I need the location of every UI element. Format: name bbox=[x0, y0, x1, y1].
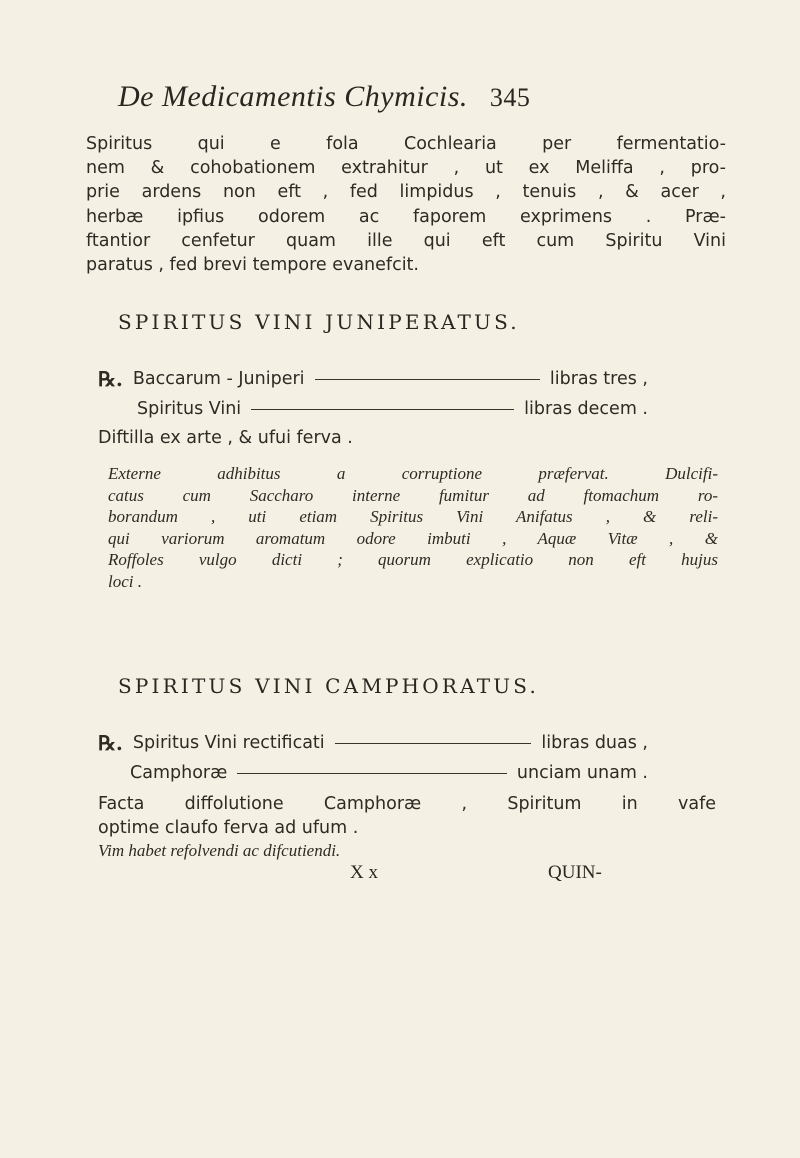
recipe-symbol: ℞. bbox=[98, 367, 123, 391]
recipe-line bbox=[98, 366, 648, 392]
camphoratus-note: Vim habet refolvendi ac difcutiendi. bbox=[98, 841, 341, 860]
ingredient-amount: unciam unam . bbox=[516, 763, 648, 783]
section-heading-juniperatus: SPIRITUS VINI JUNIPERATUS. bbox=[118, 310, 520, 334]
text-line: herbæ ipfius odorem ac faporem exprimens . Præ- bbox=[86, 206, 726, 227]
recipe-line bbox=[98, 730, 648, 756]
text-line: optime claufo ferva ad ufum . bbox=[98, 818, 359, 839]
ingredient-amount: libras duas , bbox=[541, 733, 648, 753]
text-line: borandum , uti etiam Spiritus Vini Anifatus , & reli- bbox=[108, 507, 718, 526]
dash-rule bbox=[237, 773, 507, 774]
dash-rule bbox=[335, 743, 532, 744]
signature-mark: X x bbox=[350, 862, 378, 883]
page-number: 345 bbox=[489, 83, 531, 112]
instruction-text: Diftilla ex arte , & ufui ferva . bbox=[98, 428, 353, 448]
dash-rule bbox=[315, 379, 540, 380]
text-line: paratus , fed brevi tempore evanefcit. bbox=[86, 255, 419, 276]
text-line: Externe adhibitus a corruptione præfervat. Dulcifi- bbox=[108, 464, 718, 483]
recipe-line bbox=[130, 760, 648, 786]
ingredient-name: Camphoræ bbox=[130, 763, 228, 783]
text-line: catus cum Saccharo interne fumitur ad ftomachum ro- bbox=[108, 485, 718, 505]
ingredient-amount: libras tres , bbox=[549, 369, 648, 389]
catchword: QUIN- bbox=[548, 862, 602, 883]
ingredient-name: Baccarum - Juniperi bbox=[132, 369, 305, 389]
text-line: loci . bbox=[108, 571, 142, 591]
recipe-symbol: ℞. bbox=[98, 731, 123, 755]
recipe-line bbox=[137, 396, 648, 422]
ingredient-name: Spiritus Vini rectificati bbox=[132, 733, 325, 753]
text-line: qui variorum aromatum odore imbuti , Aquæ Vitæ , & bbox=[108, 528, 718, 548]
instruction-block bbox=[98, 792, 716, 840]
text-line: Facta diffolutione Camphoræ , Spiritum in vafe bbox=[98, 794, 716, 814]
ingredient-name: Spiritus Vini bbox=[137, 399, 242, 419]
juniperatus-note bbox=[108, 463, 718, 592]
ingredient-amount: libras decem . bbox=[524, 399, 648, 419]
intro-paragraph bbox=[86, 132, 726, 277]
text-line: nem & cohobationem extrahitur , ut ex Meliffa , pro- bbox=[86, 158, 726, 179]
text-line: Spiritus qui e fola Cochlearia per fermentatio- bbox=[86, 134, 726, 154]
text-line: ftantior cenfetur quam ille qui eft cum Spiritu Vini bbox=[86, 230, 726, 251]
section-heading-camphoratus: SPIRITUS VINI CAMPHORATUS. bbox=[118, 674, 540, 698]
running-header bbox=[118, 80, 618, 114]
text-line: prie ardens non eft , fed limpidus , tenuis , & acer , bbox=[86, 182, 726, 203]
text-line: Roffoles vulgo dicti ; quorum explicatio non eft hujus bbox=[108, 550, 718, 569]
dash-rule bbox=[251, 409, 514, 410]
running-title: De Medicamentis Chymicis. bbox=[118, 80, 468, 113]
camphoratus-instruction bbox=[98, 792, 716, 840]
